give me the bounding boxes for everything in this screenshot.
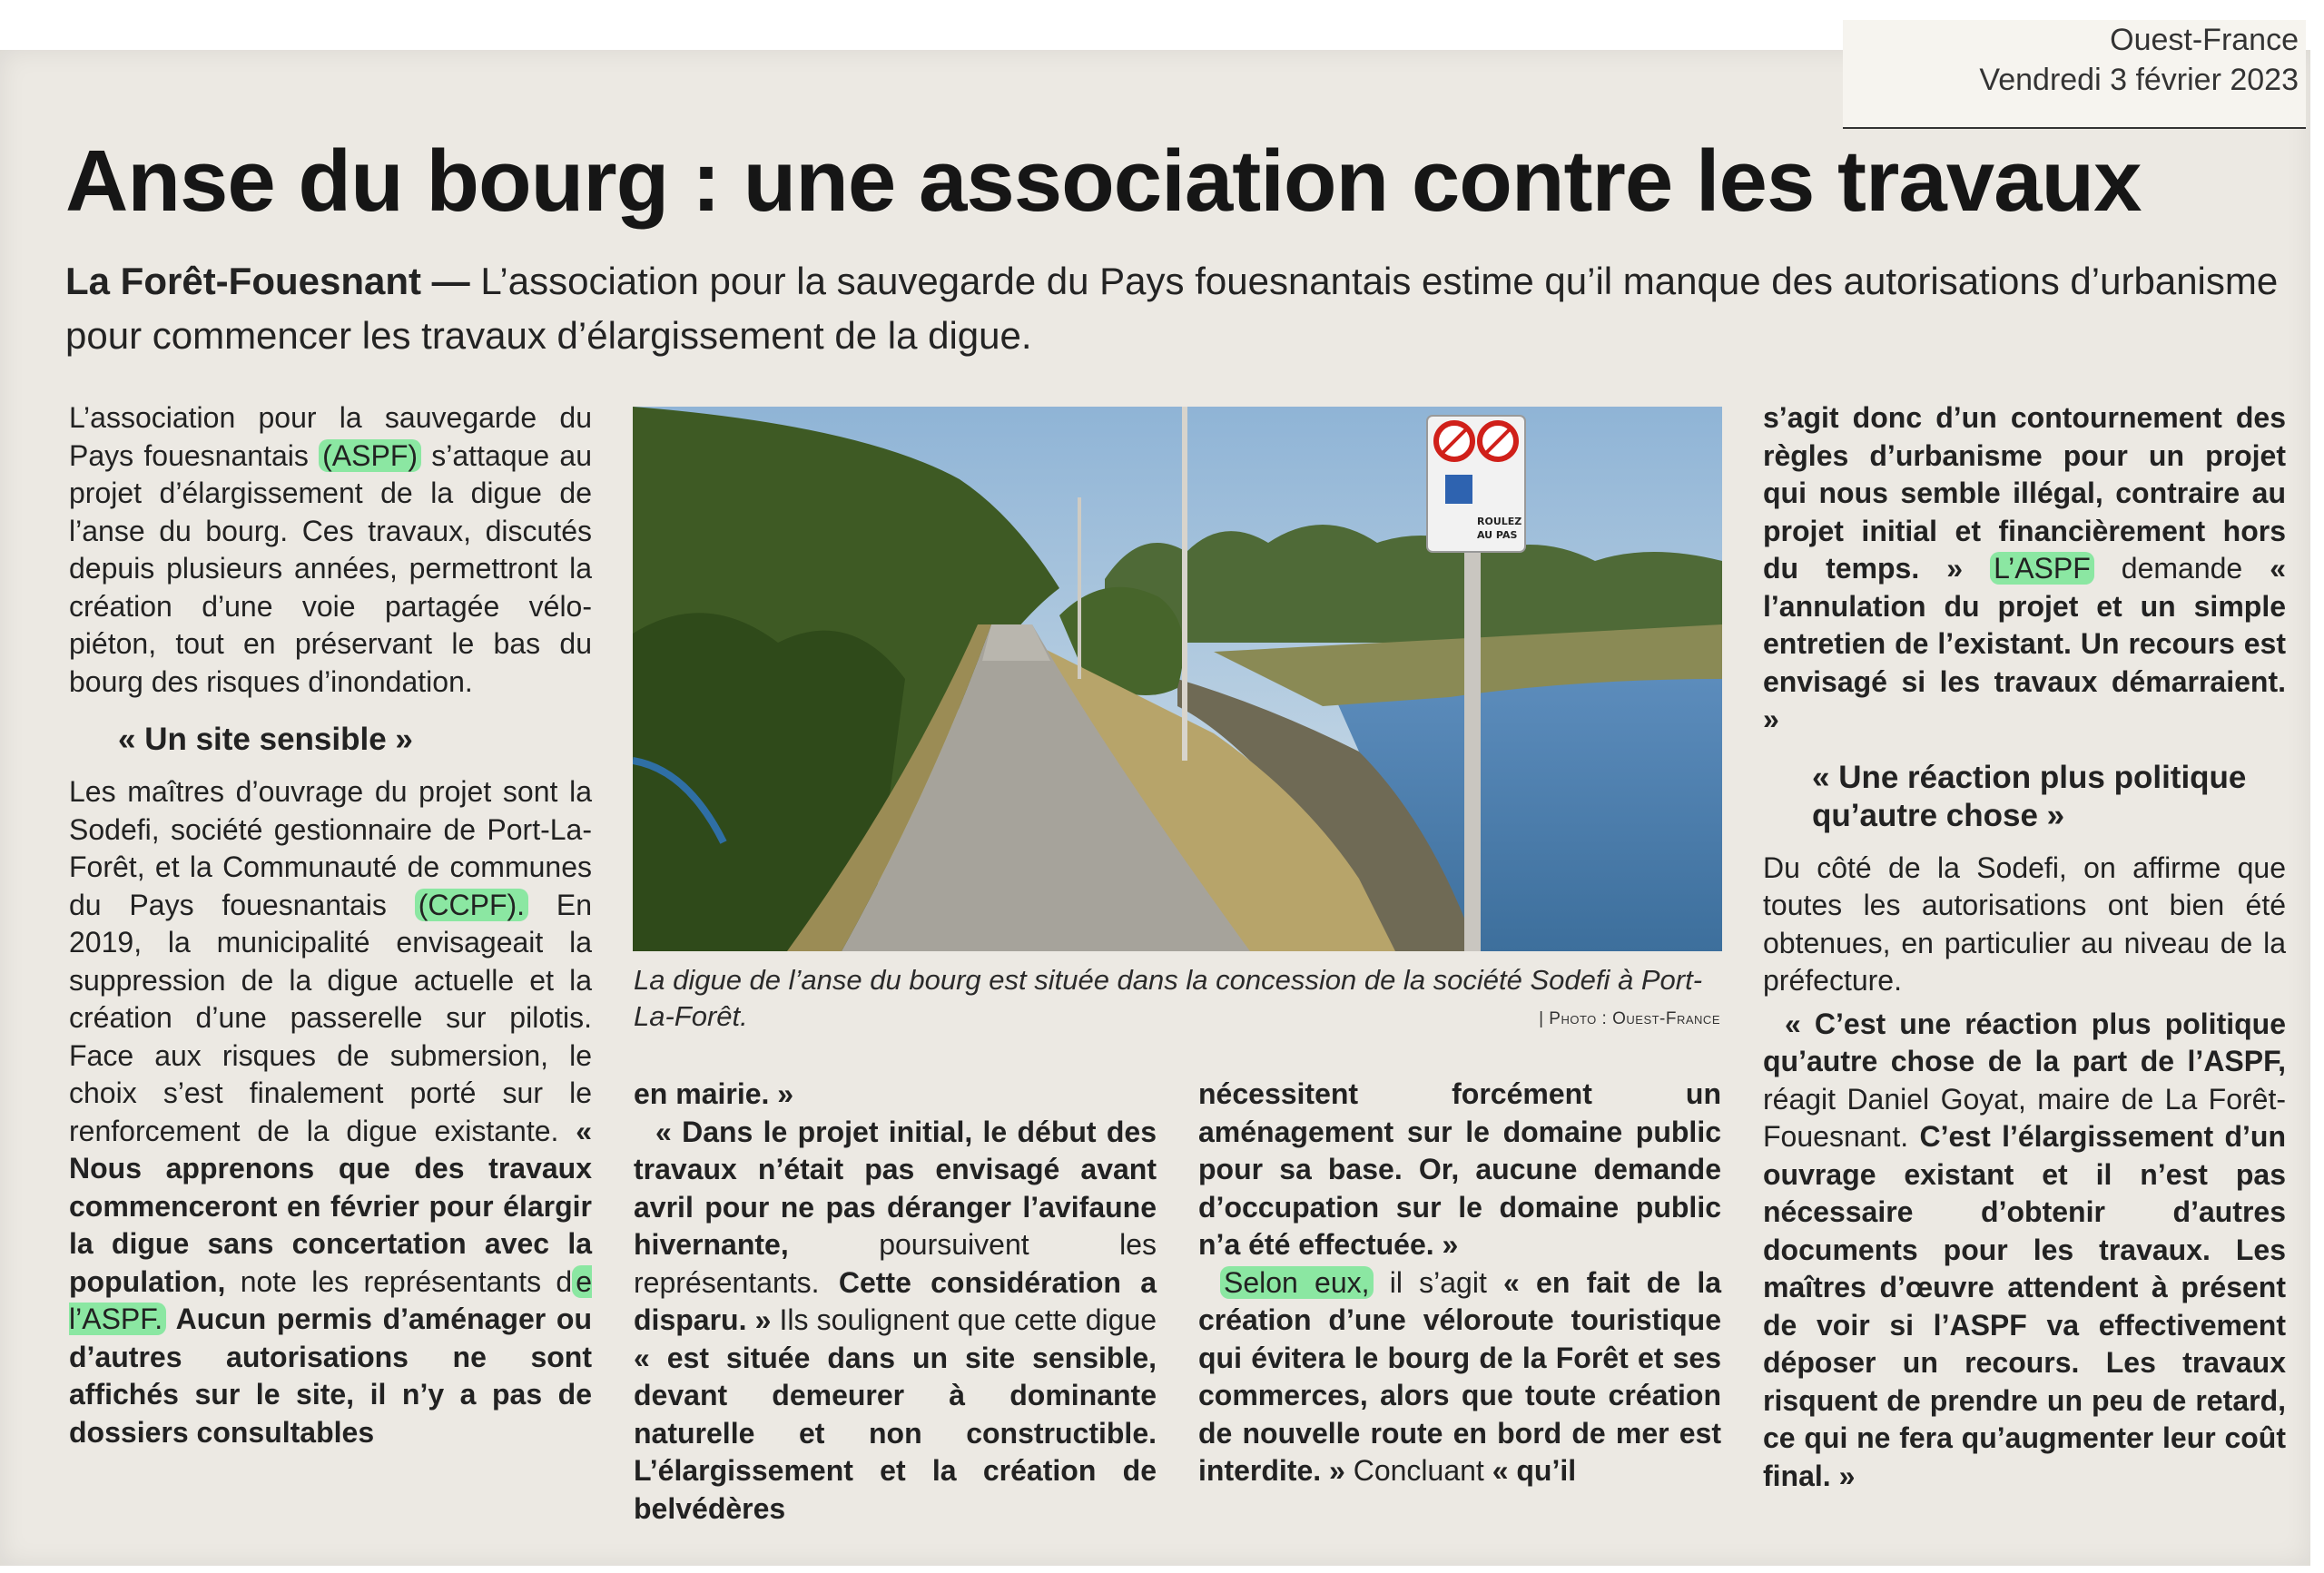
quote-run: « Dans le projet initial, le début des travaux n’était pas envisagé avant avril pour ne pas déranger l’avifaune hivernante,: [634, 1115, 1157, 1261]
text-run: Concluant: [1344, 1454, 1492, 1487]
text-run: s’attaque au projet d’élargissement de la digue de l’anse du bourg. Ces travaux, discutés depuis plusieurs années, permettront la création d’une voie partagée vélo-piéton, tout en préservant le bas du bourg des risques d’inondation.: [69, 438, 592, 698]
text-run: demande: [2093, 552, 2270, 585]
quote-run: « qu’il: [1492, 1454, 1577, 1487]
quote-run: « l’annulation du projet et un simple entretien de l’existant. Un recours est envisagé si les travaux démarraient. »: [1763, 552, 2287, 735]
quote-run: « Nous apprenons que des travaux commenceront en février pour élargir la digue sans concertation avec la population,: [69, 1114, 592, 1298]
text-run: note les représentants d: [225, 1264, 573, 1298]
quote-run: « est située dans un site sensible, devant demeurer à dominante naturelle et non constructible. L’élargissement et la création de belvédères: [634, 1341, 1157, 1525]
quote-run: « en fait de la création d’une véloroute touristique qui évitera le bourg de la Forêt et ses commerces, alors que toute création de nouvelle route en bord de mer est interdite. »: [1198, 1265, 1722, 1487]
quote-run: en mairie. »: [634, 1077, 794, 1110]
paragraph: [69, 773, 592, 1451]
text-run: Les maîtres d’ouvrage du projet sont la Sodefi, société gestionnaire de Port-La-Forêt, et la Communauté de communes du Pays fouesnantais: [69, 775, 592, 921]
source-name: Ouest-France: [2110, 23, 2299, 57]
quote-run: Aucun permis d’aménager ou d’autres autorisations ne sont affichés sur le site, il n’y a pas de dossiers consultables: [69, 1303, 592, 1449]
lede-text: L’association pour la sauvegarde du Pays fouesnantais estime qu’il manque des autorisations d’urbanisme pour commencer les travaux d’élargissement de la digue.: [65, 260, 2279, 357]
quote-run: Cette considération a disparu. »: [634, 1265, 1157, 1336]
quote-run: C’est l’élargissement d’un ouvrage existant et il n’est pas nécessaire d’obtenir d’autres documents pour les travaux. Les maîtres d’œuvre attendent à présent de voir si l’ASPF va effectivement déposer un recours. Les travaux risquent de prendre un peu de retard, ce qui ne fera qu’augmenter leur coût final. »: [1763, 1120, 2287, 1492]
text-run: En 2019, la municipalité envisageait la suppression de la digue actuelle et la création d’une passerelle sur pilotis. Face aux risques de submersion, le choix s’est finalement porté sur le renforcement de la digue existante.: [69, 888, 593, 1147]
paragraph: [1763, 1006, 2286, 1496]
paragraph: [634, 1076, 1157, 1114]
text-run: réagit Daniel Goyat, maire de La Forêt-Fouesnant.: [1763, 1082, 2286, 1153]
lede-place: La Forêt-Fouesnant —: [65, 260, 470, 302]
highlight-selon-eux: Selon eux,: [1220, 1266, 1374, 1299]
article-column-3: [1198, 1076, 1721, 1490]
highlight-aspf: (ASPF): [319, 439, 421, 472]
article-column-4: [1763, 399, 2286, 1495]
paragraph: [1763, 399, 2286, 739]
source-date: Vendredi 3 février 2023: [1979, 63, 2299, 97]
paragraph: [634, 1114, 1157, 1529]
highlight-ccpf: (CCPF).: [415, 889, 528, 921]
text-run: Ils soulignent que cette digue: [771, 1303, 1157, 1336]
text-run: poursuivent les représentants.: [634, 1228, 1157, 1299]
article-column-2: [634, 1076, 1157, 1528]
quote-run: « C’est une réaction plus politique qu’autre chose de la part de l’ASPF,: [1763, 1007, 2286, 1077]
article-headline: Anse du bourg : une association contre les travaux: [65, 133, 2142, 230]
subheading-site-sensible: « Un site sensible »: [118, 722, 413, 757]
dike-path-photo: [633, 407, 1722, 951]
highlight-aspf: L’ASPF: [1990, 552, 2094, 585]
highlight-aspf: e l’ASPF.: [69, 1264, 592, 1335]
photo-caption: La digue de l’anse du bourg est située dans la concession de la société Sodefi à Port-La-Forêt.: [634, 964, 1703, 1032]
paragraph: Du côté de la Sodefi, on affirme que toutes les autorisations ont bien été obtenues, en particulier au niveau de la préfecture.: [1763, 850, 2286, 997]
paragraph: [69, 399, 592, 701]
source-stamp: [1843, 20, 2306, 129]
paragraph: [1198, 1264, 1721, 1490]
text-run: L’association pour la sauvegarde du Pays fouesnantais: [69, 401, 592, 472]
sign-text-1: ROULEZ: [1477, 516, 1522, 527]
sign-text-2: AU PAS: [1477, 529, 1518, 541]
subheading-reaction-politique: « Une réaction plus politique qu’autre chose »: [1812, 759, 2247, 833]
article-photo: [633, 407, 1722, 951]
text-run: il s’agit: [1373, 1265, 1504, 1299]
photo-credit: | Photo : Ouest-France: [1539, 1009, 1720, 1028]
quote-run: s’agit donc d’un contournement des règles d’urbanisme pour un projet qui nous semble illégal, contraire au projet initial et financièrement hors du temps. »: [1763, 401, 2286, 585]
article-column-1: [69, 399, 592, 1451]
quote-run: nécessitent forcément un aménagement sur le domaine public pour sa base. Or, aucune demande d’occupation sur le domaine public n’a été effectuée. »: [1198, 1077, 1721, 1261]
paragraph: [1198, 1076, 1721, 1264]
article-lede: [65, 254, 2280, 363]
